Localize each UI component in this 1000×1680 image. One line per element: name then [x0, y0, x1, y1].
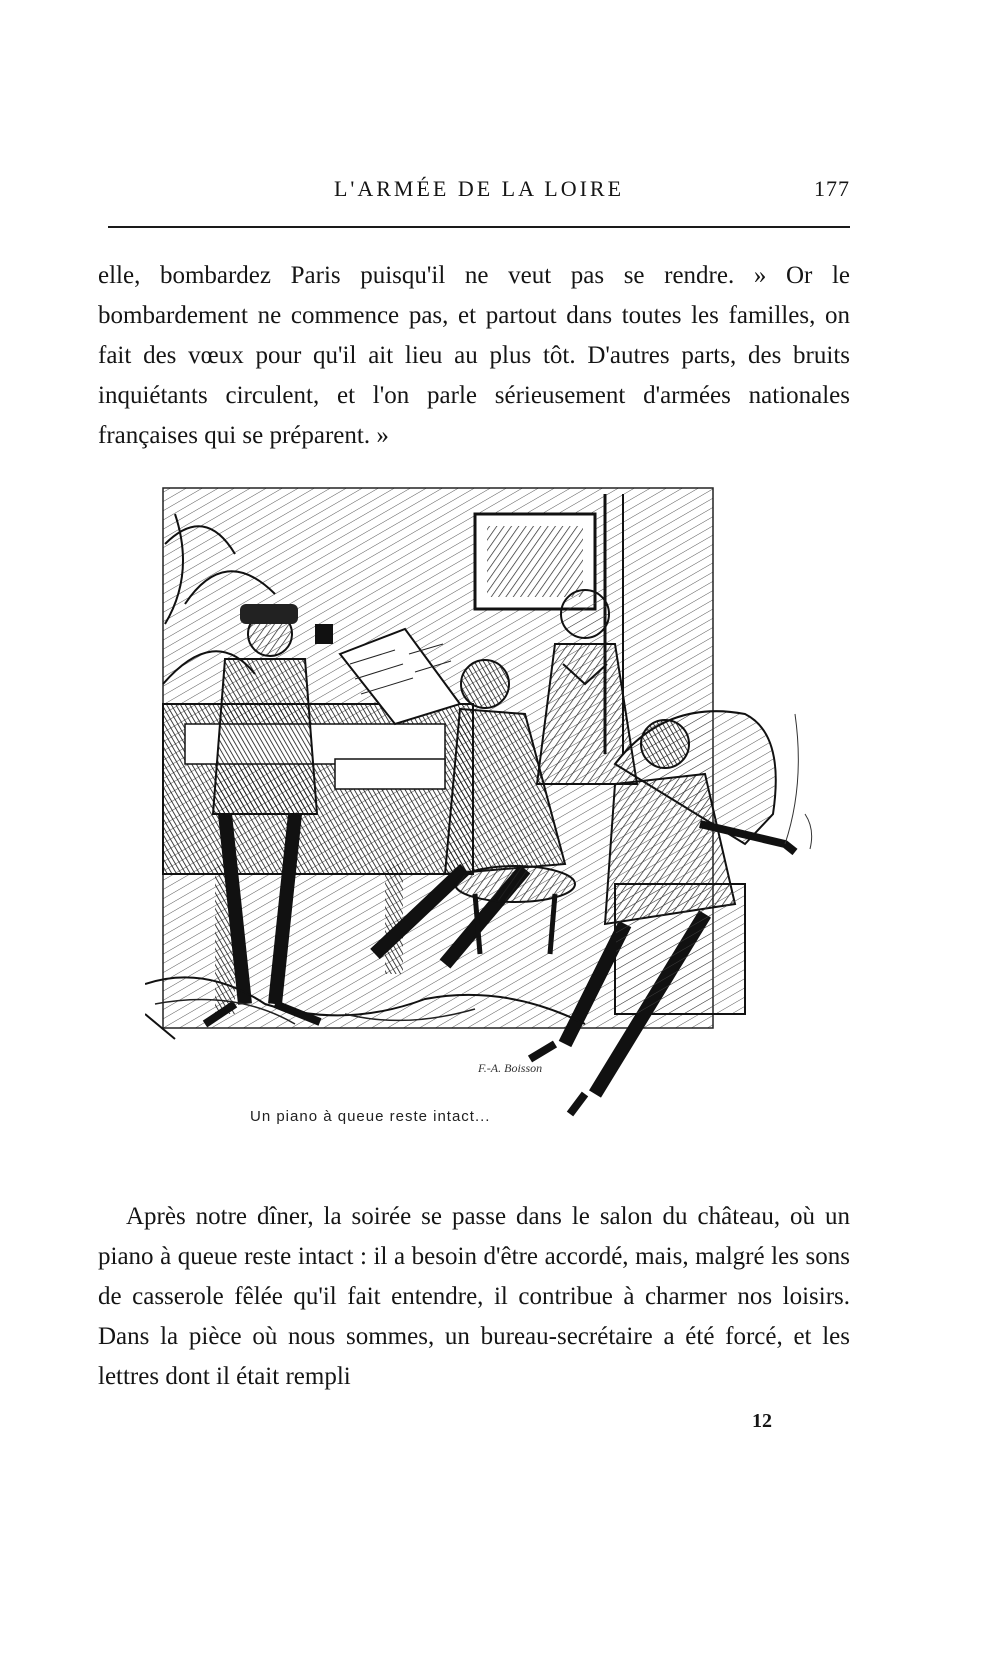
running-head [108, 176, 850, 216]
illustration-caption: Un piano à queue reste intact... [250, 1108, 491, 1125]
paragraph: Après notre dîner, la soirée se passe dans le salon du château, où un piano à queue reste intact : il a besoin d'être accordé, mais, malgré les sons de casserole fêlée qu'il fait entendre, il contribue à charmer nos loisirs. Dans la pièce où nous sommes, un bureau-secrétaire a été forcé, et les lettres dont il était rempli [98, 1203, 850, 1390]
header-rule [108, 226, 850, 228]
running-title: L'ARMÉE DE LA LOIRE [333, 176, 625, 201]
paragraph-continuation: elle, bombardez Paris puisqu'il ne veut pas se rendre. » Or le bombardement ne commence pas, et partout dans toutes les familles, on fait des vœux pour qu'il ait lieu au plus tôt. D'autres parts, des bruits inquiétants circulent, et l'on parle sérieusement d'armées nationales françaises qui se préparent. » [98, 262, 850, 449]
artist-signature: F.-A. Boisson [478, 1061, 543, 1075]
page-number: 177 [814, 176, 850, 201]
engraving-illustration [145, 484, 890, 1144]
signature-mark: 12 [752, 1410, 772, 1432]
